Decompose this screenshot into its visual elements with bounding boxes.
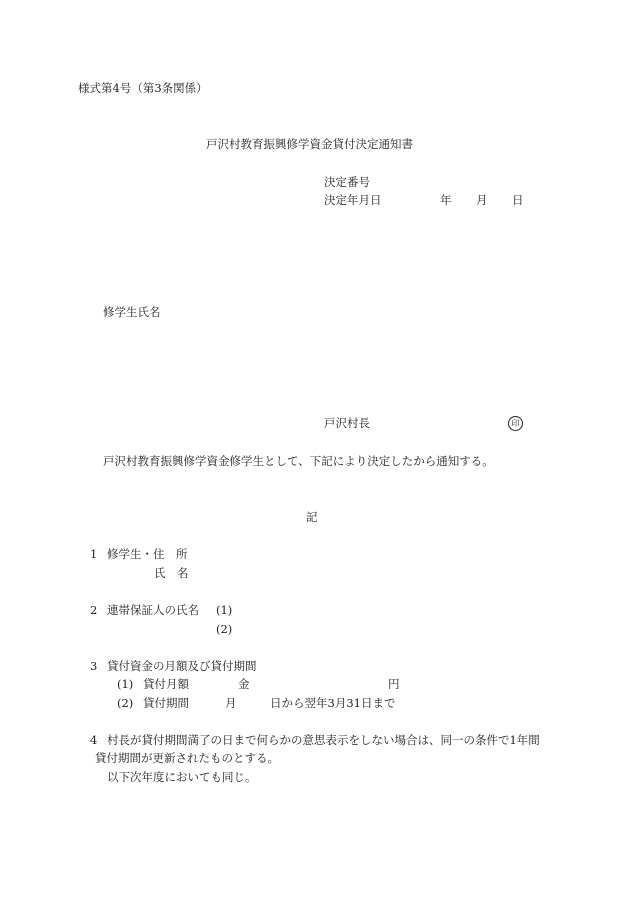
item-2-label: 連帯保証人の氏名 <box>107 603 199 617</box>
item-3-2-label: 貸付期間 <box>143 696 189 710</box>
decision-day-label: 日 <box>512 193 524 207</box>
issuer-name: 戸沢村長 <box>324 416 370 430</box>
item-3-1-number: (1) <box>117 677 134 691</box>
body-text: 戸沢村教育振興修学資金修学生として、下記により決定したから通知する。 <box>103 454 494 468</box>
item-4-line-1: 村長が貸付期間満了の日まで何らかの意思表示をしない場合は、同一の条件で1年間 <box>107 733 540 747</box>
item-2-first: (1) <box>216 603 233 617</box>
decision-number-label: 決定番号 <box>324 175 370 189</box>
decision-month-label: 月 <box>476 193 488 207</box>
item-2-second: (2) <box>216 622 233 636</box>
item-4-line-3: 以下次年度においても同じ。 <box>107 770 257 784</box>
item-3-label: 貸付資金の月額及び貸付期間 <box>107 659 257 673</box>
document-title: 戸沢村教育振興修学資金貸付決定通知書 <box>206 137 413 151</box>
item-3-1-label: 貸付月額 <box>143 677 189 691</box>
item-3-1-yen: 円 <box>388 677 400 691</box>
item-1-number: 1 <box>90 547 98 561</box>
form-number: 様式第4号（第3条関係） <box>78 81 208 95</box>
item-3-2-month: 月 <box>225 696 237 710</box>
item-3-2-number: (2) <box>117 696 134 710</box>
seal-mark: 印 <box>508 416 523 431</box>
item-3-number: 3 <box>90 659 98 673</box>
decision-year-label: 年 <box>440 193 452 207</box>
item-1-name-label: 氏 名 <box>154 566 189 580</box>
item-4-line-2: 貸付期間が更新されたものとする。 <box>95 751 279 765</box>
item-4-number: 4 <box>90 733 98 747</box>
ki-heading: 記 <box>306 510 318 524</box>
student-name-label: 修学生氏名 <box>103 305 161 319</box>
item-3-1-kin: 金 <box>238 677 250 691</box>
item-3-2-period: 日から翌年3月31日まで <box>270 696 396 710</box>
item-2-number: 2 <box>90 603 98 617</box>
decision-date-label: 決定年月日 <box>324 193 382 207</box>
item-1-address-label: 修学生・住 所 <box>107 547 188 561</box>
